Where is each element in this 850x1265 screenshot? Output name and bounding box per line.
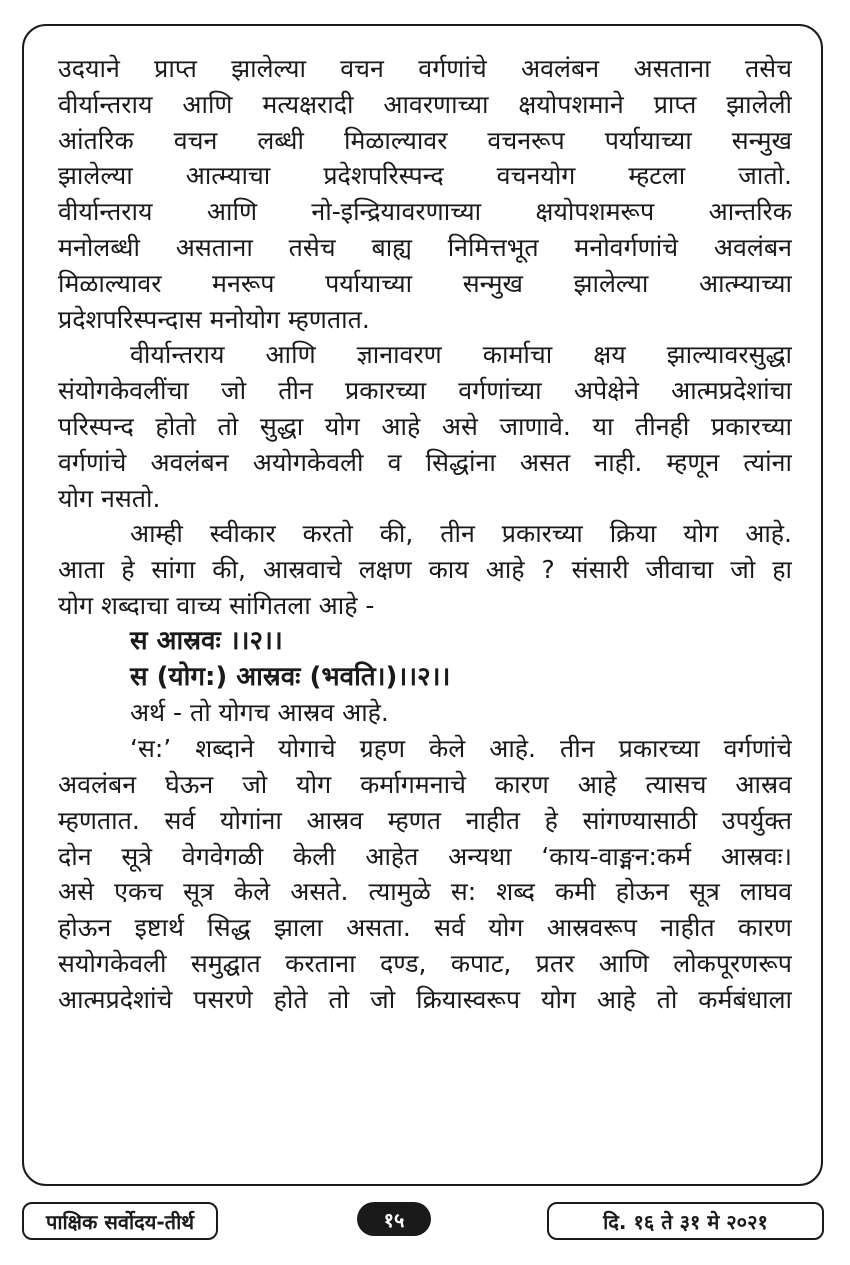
body-text bbox=[58, 51, 792, 1018]
text-line: असे एकच सूत्र केले असते. त्यामुळे स: शब्द कमी होऊन सूत्र लाघव bbox=[58, 877, 792, 907]
publication-name: पाक्षिक सर्वोदय-तीर्थ bbox=[22, 1202, 218, 1240]
text-line: होऊन इष्टार्थ सिद्ध झाला असता. सर्व योग आस्रवरूप नाहीत कारण bbox=[58, 913, 792, 943]
text-line: उदयाने प्राप्त झालेल्या वचन वर्गणांचे अवलंबन असताना तसेच bbox=[58, 54, 792, 83]
text-line: वर्गणांचे अवलंबन अयोगकेवली व सिद्धांना असत नाही. म्हणून त्यांना bbox=[58, 447, 792, 477]
meaning-line: अर्थ - तो योगच आस्रव आहे. bbox=[130, 698, 389, 728]
text-line: सयोगकेवली समुद्घात करताना दण्ड, कपाट, प्रतर आणि लोकपूरणरूप bbox=[58, 948, 792, 978]
text-line: अवलंबन घेऊन जो योग कर्मागमनाचे कारण आहे त्यासच आस्रव bbox=[58, 769, 792, 799]
paragraph-start-line: आम्ही स्वीकार करतो की, तीन प्रकारच्या क्रिया योग आहे. bbox=[130, 519, 792, 549]
text-line: वीर्यान्तराय आणि नो-इन्द्रियावरणाच्या क्षयोपशमरूप आन्तरिक bbox=[58, 197, 792, 227]
text-line: आत्मप्रदेशांचे पसरणे होते तो जो क्रियास्वरूप योग आहे तो कर्मबंधाला bbox=[58, 984, 792, 1014]
text-line: वीर्यान्तराय आणि मत्यक्षरादी आवरणाच्या क्षयोपशमाने प्राप्त झालेली bbox=[58, 89, 792, 119]
text-line: आंतरिक वचन लब्धी मिळाल्यावर वचनरूप पर्यायाच्या सन्मुख bbox=[58, 125, 792, 155]
text-line: संयोगकेवलींचा जो तीन प्रकारच्या वर्गणांच्या अपेक्षेने आत्मप्रदेशांचा bbox=[58, 376, 792, 406]
issue-date: दि. १६ ते ३१ मे २०२१ bbox=[547, 1202, 824, 1240]
text-line: दोन सूत्रे वेगवेगळी केली आहेत अन्यथा ‘काय-वाङ्मन:कर्म आस्रवः। bbox=[58, 841, 792, 871]
sutra-line: स आस्रवः ।।२।। bbox=[130, 625, 283, 656]
text-line: परिस्पन्द होतो तो सुद्धा योग आहे असे जाणावे. या तीनही प्रकारच्या bbox=[58, 411, 792, 441]
text-line: मिळाल्यावर मनरूप पर्यायाच्या सन्मुख झालेल्या आत्म्याच्या bbox=[58, 268, 792, 298]
text-line: आता हे सांगा की, आस्रवाचे लक्षण काय आहे ? संसारी जीवाचा जो हा bbox=[58, 555, 792, 585]
text-line: मनोलब्धी असताना तसेच बाह्य निमित्तभूत मनोवर्गणांचे अवलंबन bbox=[58, 232, 792, 262]
text-line: झालेल्या आत्म्याचा प्रदेशपरिस्पन्द वचनयोग म्हटला जातो. bbox=[58, 161, 792, 191]
text-line: योग शब्दाचा वाच्य सांगितला आहे - bbox=[58, 590, 375, 620]
paragraph-start-line: वीर्यान्तराय आणि ज्ञानावरण कार्माचा क्षय झाल्यावरसुद्धा bbox=[130, 340, 792, 370]
sutra-line: स (योग:) आस्रवः (भवति।)।।२।। bbox=[130, 661, 451, 692]
page-number: १५ bbox=[357, 1202, 431, 1236]
text-line: म्हणतात. सर्व योगांना आस्रव म्हणत नाहीत हे सांगण्यासाठी उपर्युक्त bbox=[58, 805, 792, 835]
text-line: प्रदेशपरिस्पन्दास मनोयोग म्हणतात. bbox=[58, 304, 370, 334]
text-line: योग नसतो. bbox=[58, 483, 161, 513]
paragraph-start-line: ‘स:’ शब्दाने योगाचे ग्रहण केले आहे. तीन प्रकारच्या वर्गणांचे bbox=[130, 734, 792, 764]
